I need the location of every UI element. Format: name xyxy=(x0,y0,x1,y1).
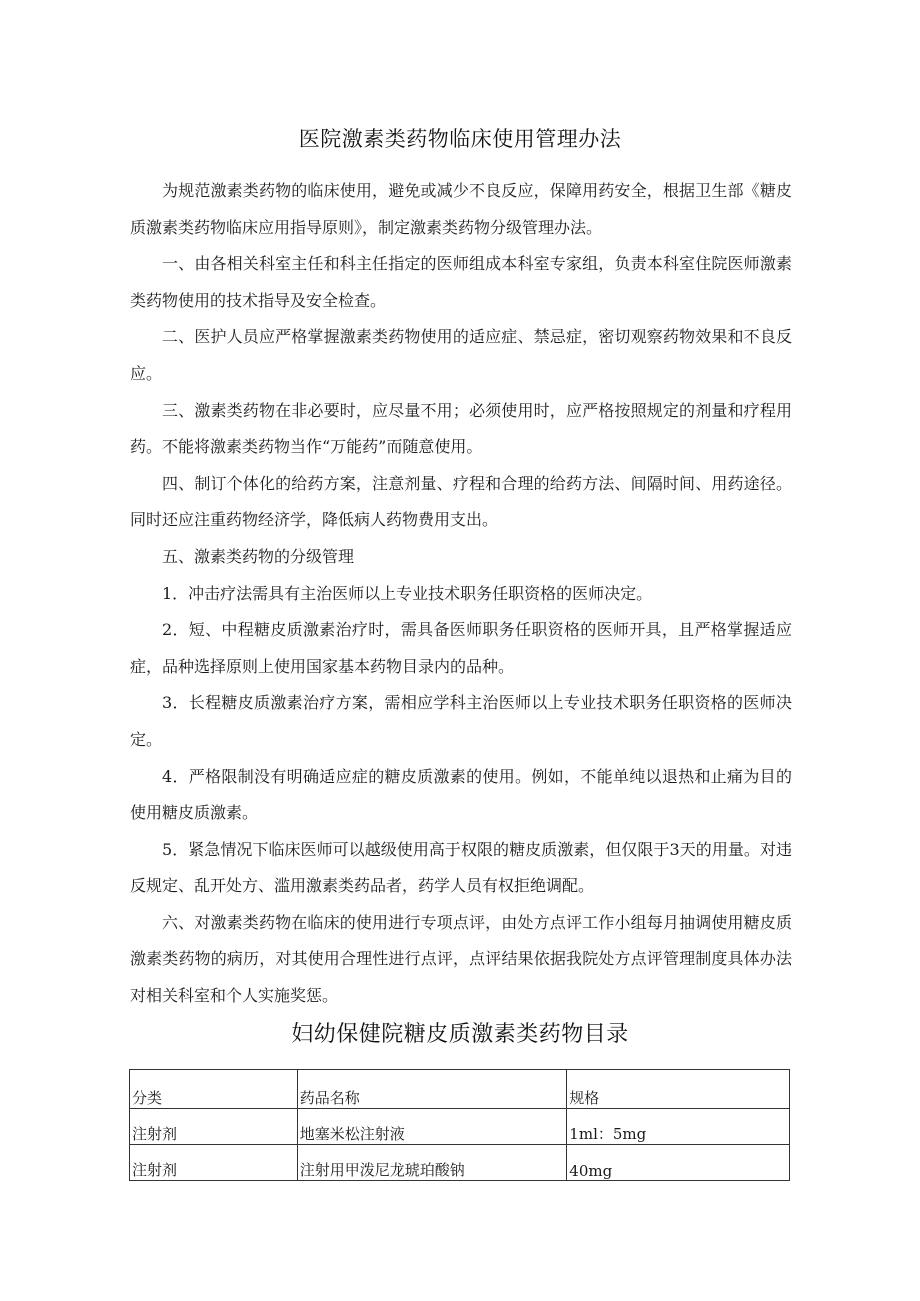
clause-3: 三、激素类药物在非必要时，应尽量不用；必须使用时，应严格按照规定的剂量和疗程用药。不能将激素类药物当作“万能药”而随意使用。 xyxy=(130,400,792,457)
document-title: 医院激素类药物临床使用管理办法 xyxy=(298,127,622,151)
cell-category: 注射剂 xyxy=(130,1109,298,1145)
header-category: 分类 xyxy=(130,1070,298,1109)
table-header-row xyxy=(130,1070,790,1109)
cell-specification: 40mg xyxy=(567,1145,790,1181)
clause-1: 一、由各相关科室主任和科主任指定的医师组成本科室专家组，负责本科室住院医师激素类药物使用的技术指导及安全检查。 xyxy=(130,254,792,310)
document-body xyxy=(130,173,792,1015)
sub-clause-4: 4．严格限制没有明确适应症的糖皮质激素的使用。例如，不能单纯以退热和止痛为目的使用糖皮质激素。 xyxy=(130,766,792,823)
sub-clause-3: 3．长程糖皮质激素治疗方案，需相应学科主治医师以上专业技术职务任职资格的医师决定。 xyxy=(130,693,792,749)
header-drug-name: 药品名称 xyxy=(297,1070,567,1109)
catalog-title: 妇幼保健院糖皮质激素类药物目录 xyxy=(291,1022,629,1047)
table-row xyxy=(130,1109,790,1145)
sub-clause-2: 2．短、中程糖皮质激素治疗时，需具备医师职务任职资格的医师开具，且严格掌握适应症，品种选择原则上使用国家基本药物目录内的品种。 xyxy=(130,620,792,676)
sub-clause-5: 5．紧急情况下临床医师可以越级使用高于权限的糖皮质激素，但仅限于3天的用量。对违反规定、乱开处方、滥用激素类药品者，药学人员有权拒绝调配。 xyxy=(130,839,792,896)
cell-category: 注射剂 xyxy=(130,1145,298,1181)
clause-6: 六、对激素类药物在临床的使用进行专项点评，由处方点评工作小组每月抽调使用糖皮质激素类药物的病历，对其使用合理性进行点评，点评结果依据我院处方点评管理制度具体办法对相关科室和个人实施奖惩。 xyxy=(130,912,792,1006)
intro-paragraph: 为规范激素类药物的临床使用，避免或减少不良反应，保障用药安全，根据卫生部《糖皮质激素类药物临床应用指导原则》，制定激素类药物分级管理办法。 xyxy=(130,181,792,237)
sub-clause-1: 1．冲击疗法需具有主治医师以上专业技术职务任职资格的医师决定。 xyxy=(162,583,653,603)
table-row xyxy=(130,1145,790,1181)
clause-4: 四、制订个体化的给药方案，注意剂量、疗程和合理的给药方法、间隔时间、用药途径。同时还应注重药物经济学，降低病人药物费用支出。 xyxy=(130,473,792,530)
cell-specification: 1ml：5mg xyxy=(567,1109,790,1145)
clause-2: 二、医护人员应严格掌握激素类药物使用的适应症、禁忌症，密切观察药物效果和不良反应。 xyxy=(130,327,792,383)
drug-catalog-table xyxy=(129,1069,790,1181)
cell-drug-name: 注射用甲泼尼龙琥珀酸钠 xyxy=(297,1145,567,1181)
header-specification: 规格 xyxy=(567,1070,790,1109)
clause-5-heading: 五、激素类药物的分级管理 xyxy=(162,546,355,566)
cell-drug-name: 地塞米松注射液 xyxy=(297,1109,567,1145)
